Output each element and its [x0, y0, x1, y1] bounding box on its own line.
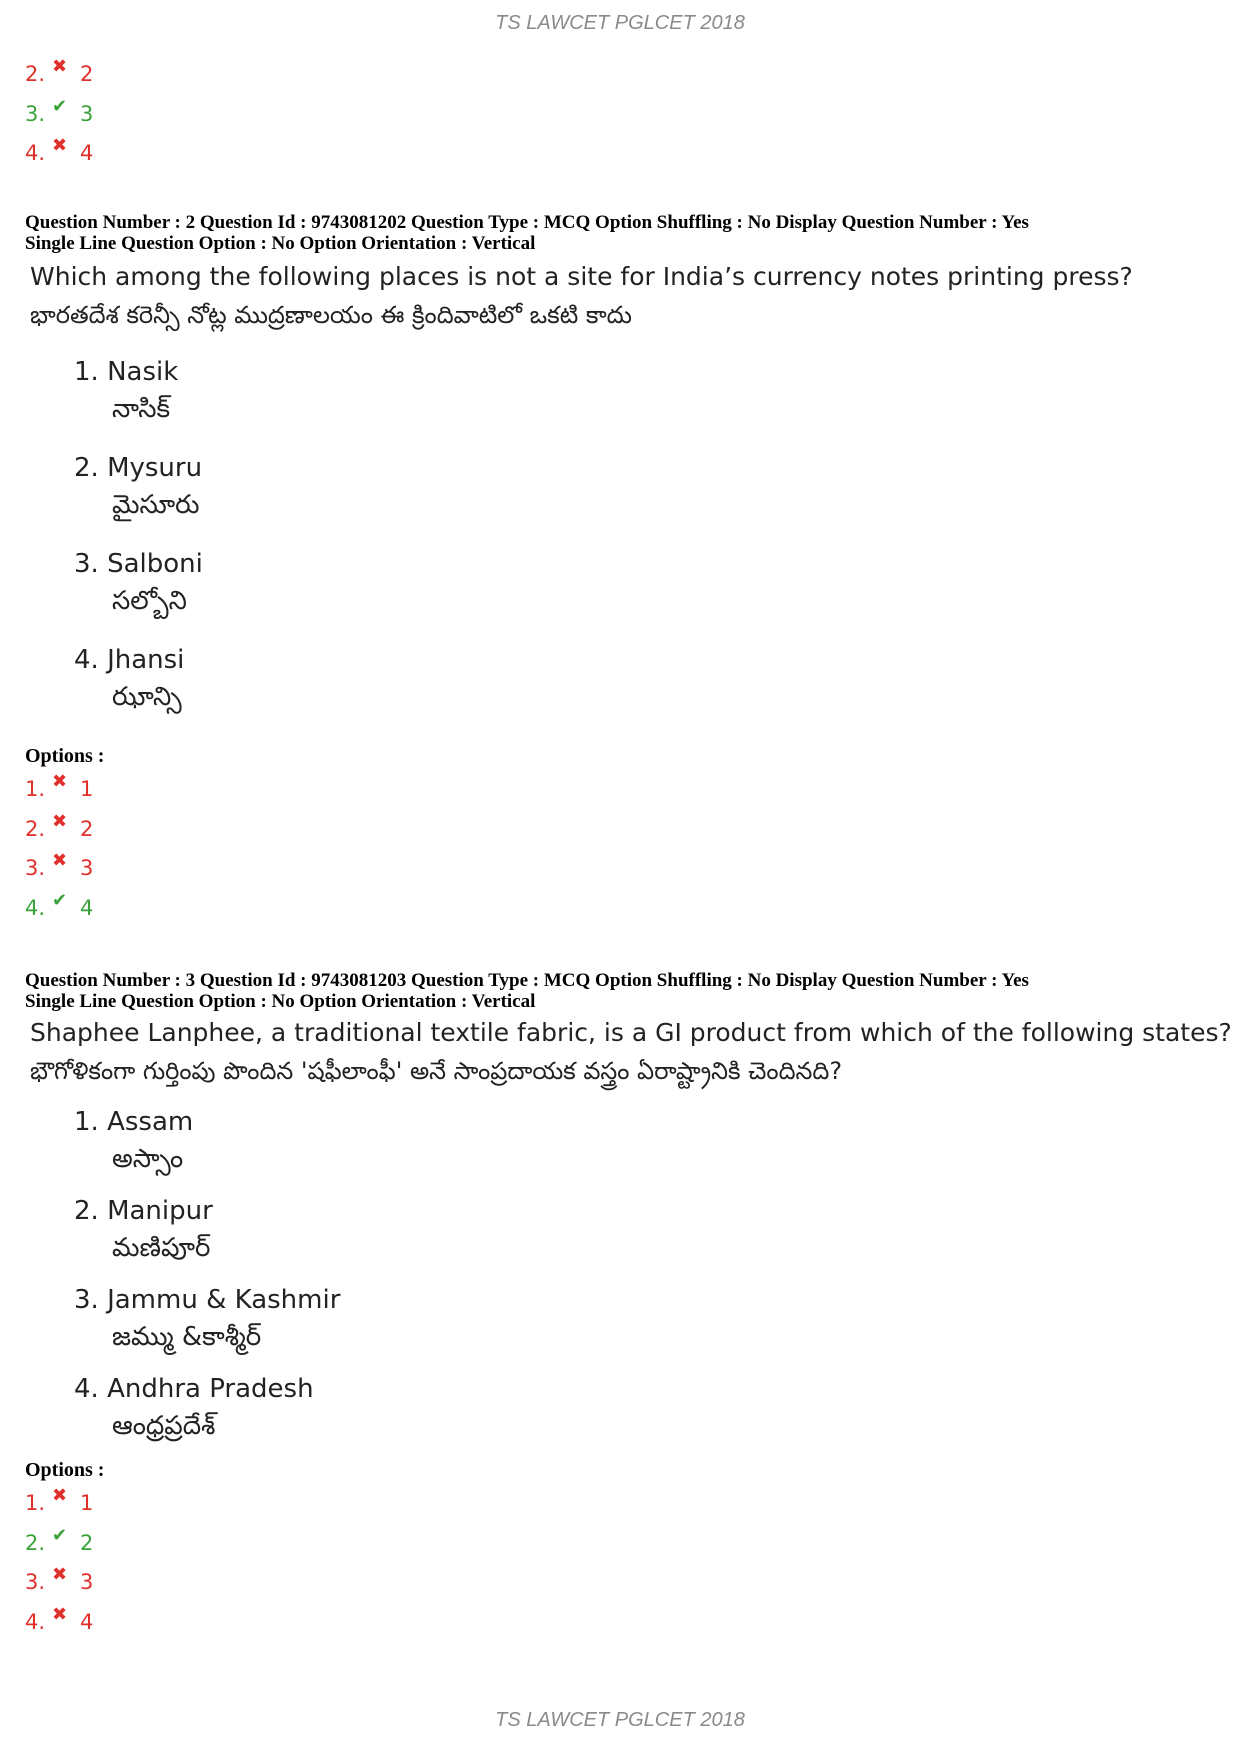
option-row	[25, 889, 93, 929]
question-meta-line: Question Number : 2 Question Id : 9743081202 Question Type : MCQ Option Shuffling : No Display Question Number : Yes	[25, 212, 1029, 233]
choice-telugu: జమ్ము &కాశ్మీర్	[112, 1322, 262, 1352]
choice-english: 4. Andhra Pradesh	[74, 1374, 314, 1404]
option-value: 4	[80, 141, 94, 165]
question-3-text	[30, 1014, 1232, 1090]
option-number: 3.	[25, 856, 46, 880]
options-label: Options :	[25, 1459, 105, 1481]
cross-mark-icon: ✖	[52, 1485, 68, 1506]
choice-english: 1. Assam	[74, 1107, 194, 1137]
page-header: TS LAWCET PGLCET 2018	[495, 12, 745, 34]
question-2-choices	[74, 354, 203, 738]
option-value: 3	[80, 1570, 94, 1594]
choice-english: 4. Jhansi	[74, 645, 185, 675]
choice-telugu: మైసూరు	[112, 490, 200, 520]
option-number: 2.	[25, 1530, 46, 1555]
option-value: 2	[80, 62, 94, 86]
choice-english: 1. Nasik	[74, 357, 179, 387]
option-value: 4	[80, 895, 94, 920]
question-meta-line: Single Line Question Option : No Option Orientation : Vertical	[25, 233, 536, 254]
choice-item	[74, 1371, 340, 1460]
choice-english: 3. Salboni	[74, 549, 203, 579]
choice-telugu: నాసిక్	[112, 394, 171, 424]
option-value: 2	[80, 816, 94, 841]
choice-english: 3. Jammu & Kashmir	[74, 1285, 341, 1315]
choice-english: 2. Manipur	[74, 1196, 213, 1226]
question-2-meta	[25, 212, 1215, 254]
cross-mark-icon: ✖	[52, 771, 68, 792]
choice-item	[74, 1104, 340, 1193]
choice-telugu: మణిపూర్	[112, 1233, 211, 1263]
option-row	[25, 1603, 93, 1643]
page-footer: TS LAWCET PGLCET 2018	[495, 1709, 745, 1731]
choice-english: 2. Mysuru	[74, 453, 203, 483]
option-number: 4.	[25, 895, 46, 920]
prev-options-list	[25, 55, 93, 174]
option-number: 2.	[25, 62, 46, 86]
option-value: 1	[80, 1491, 94, 1515]
option-value: 3	[80, 856, 94, 880]
check-mark-icon: ✔	[52, 1524, 68, 1546]
question-text-telugu: భారతదేశ కరెన్సీ నోట్ల ముద్రణాలయం ఈ క్రిందివాటిలో ఒకటి కాదు	[30, 301, 632, 329]
option-number: 4.	[25, 1609, 46, 1634]
option-value: 3	[80, 101, 94, 126]
cross-mark-icon: ✖	[52, 1564, 68, 1585]
choice-telugu: ఝాన్సి	[112, 682, 182, 712]
cross-mark-icon: ✖	[52, 135, 68, 156]
choice-item	[74, 1282, 340, 1371]
choice-item	[74, 642, 203, 738]
option-number: 4.	[25, 141, 46, 165]
choice-item	[74, 546, 203, 642]
question-3-meta	[25, 970, 1215, 1012]
cross-mark-icon: ✖	[52, 1603, 68, 1625]
choice-telugu: ఆంధ్రప్రదేశ్	[112, 1411, 216, 1441]
option-number: 3.	[25, 1570, 46, 1594]
option-number: 1.	[25, 1491, 46, 1515]
cross-mark-icon: ✖	[52, 56, 68, 77]
choice-item	[74, 1193, 340, 1282]
choice-telugu: సల్బోని	[112, 586, 187, 616]
option-row	[25, 134, 93, 174]
option-value: 1	[80, 777, 94, 801]
option-number: 1.	[25, 777, 46, 801]
question-2-options	[25, 770, 93, 928]
choice-item	[74, 450, 203, 546]
check-mark-icon: ✔	[52, 889, 68, 911]
choice-item	[74, 354, 203, 450]
question-3-options	[25, 1484, 93, 1642]
question-text-english: Which among the following places is not a site for India’s currency notes printing press?	[30, 262, 1133, 291]
check-mark-icon: ✔	[52, 95, 68, 117]
option-number: 2.	[25, 816, 46, 841]
question-2-text	[30, 258, 1220, 334]
options-label: Options :	[25, 745, 105, 767]
choice-telugu: అస్సాం	[112, 1144, 184, 1174]
question-meta-line: Single Line Question Option : No Option Orientation : Vertical	[25, 991, 536, 1012]
question-3-choices	[74, 1104, 340, 1460]
option-number: 3.	[25, 101, 46, 126]
option-value: 4	[80, 1609, 94, 1634]
cross-mark-icon: ✖	[52, 850, 68, 871]
question-meta-line: Question Number : 3 Question Id : 9743081203 Question Type : MCQ Option Shuffling : No Display Question Number : Yes	[25, 970, 1029, 991]
question-text-telugu: భౌగోళికంగా గుర్తింపు పొందిన 'షఫీలాంఫీ' అనే సాంప్రదాయక వస్త్రం ఏరాష్ట్రానికి చెందినది?	[30, 1057, 843, 1085]
question-text-english: Shaphee Lanphee, a traditional textile fabric, is a GI product from which of the following states?	[30, 1018, 1232, 1047]
cross-mark-icon: ✖	[52, 810, 68, 832]
option-value: 2	[80, 1530, 94, 1555]
